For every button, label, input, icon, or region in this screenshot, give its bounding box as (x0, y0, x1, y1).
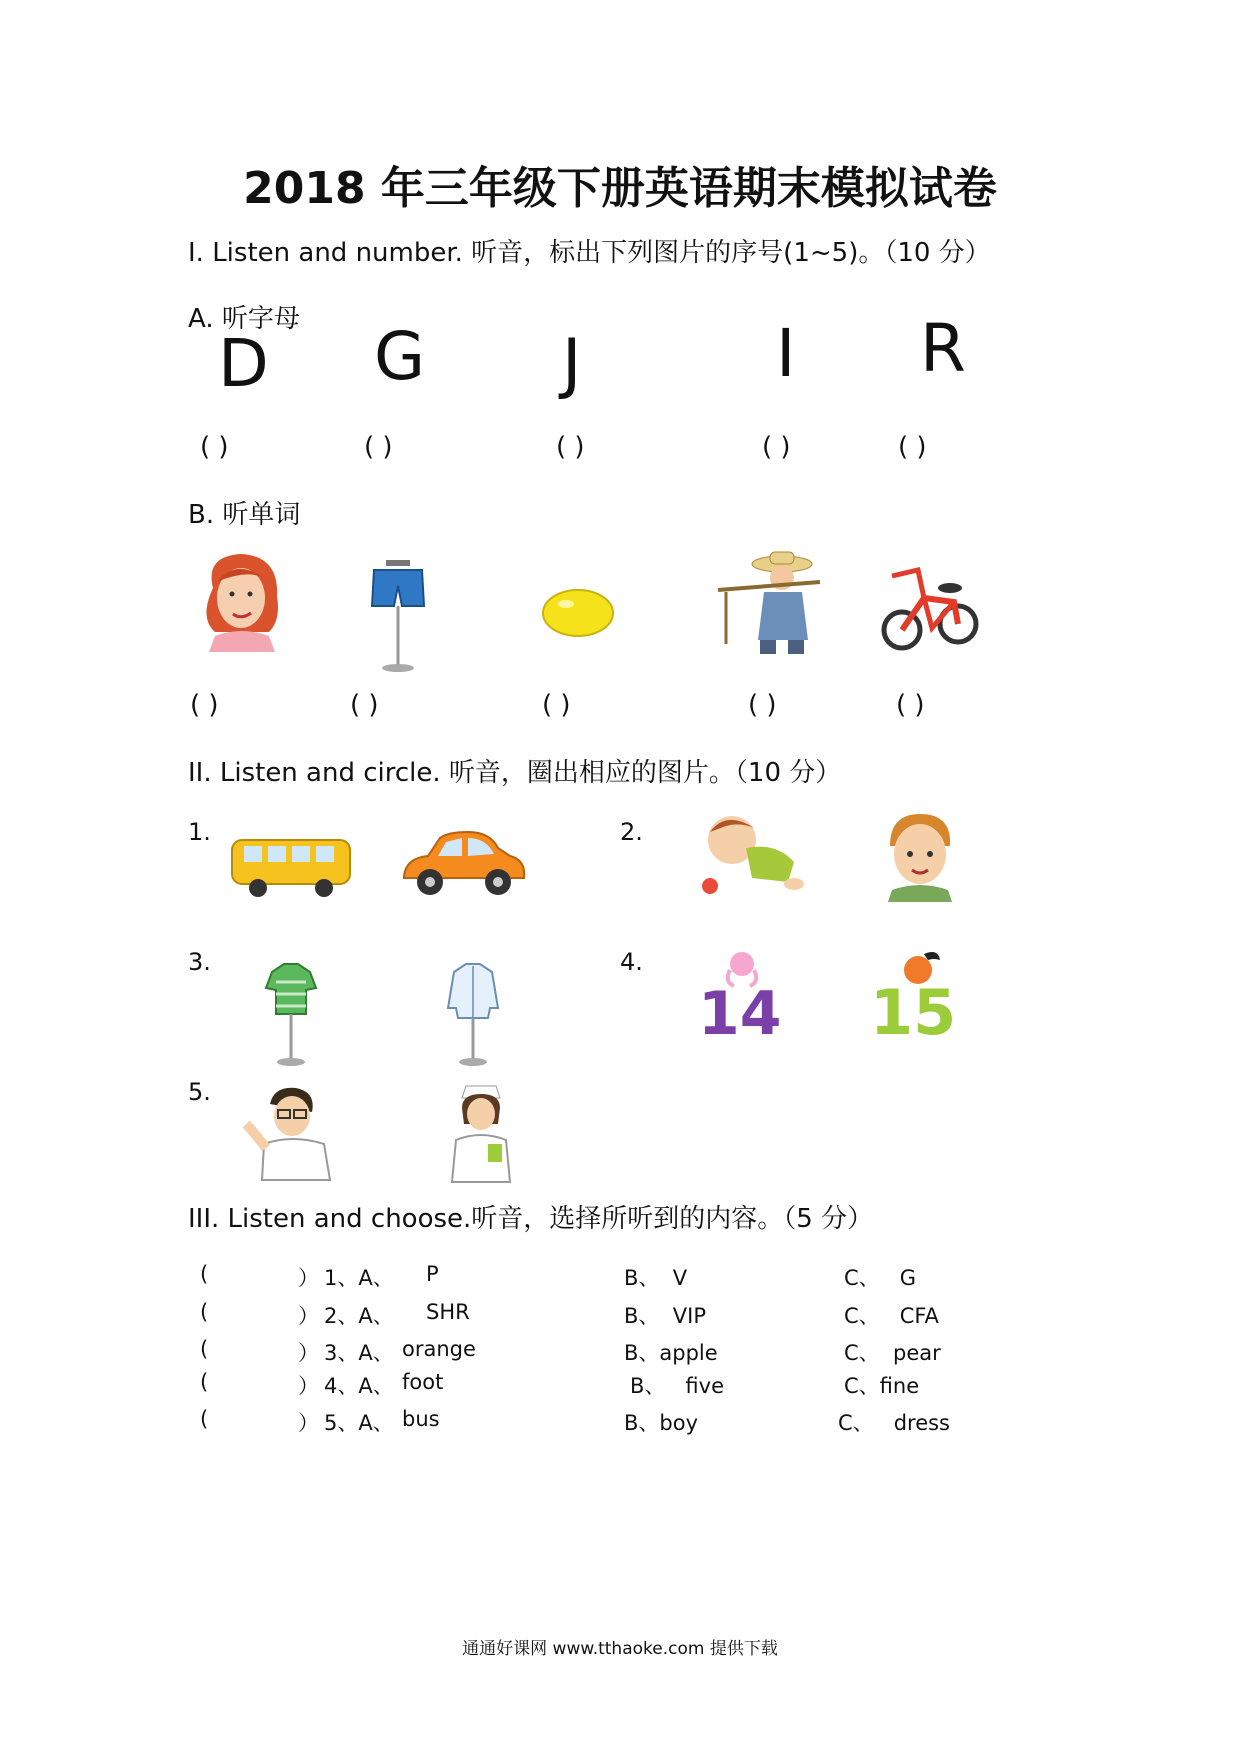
section2-heading: II. Listen and circle. 听音，圈出相应的图片。（10 分） (188, 758, 842, 788)
baby-picture (696, 812, 808, 902)
partB-blank-5: ( ) (896, 690, 925, 720)
choice-close-paren: ） (298, 1304, 319, 1328)
choice-option-c: C、fine (844, 1374, 920, 1398)
bike-picture (882, 558, 978, 656)
letter-i: I (776, 315, 796, 392)
item-number-5: 5. (188, 1078, 211, 1106)
choice-row-1 (0, 1262, 1240, 1294)
letter-j: J (562, 325, 582, 402)
partA-blank-5: ( ) (898, 432, 927, 462)
partB-label: B. 听单词 (188, 500, 301, 530)
nurse-picture (448, 1084, 514, 1182)
farmer-picture (712, 548, 824, 656)
t-shirt-picture (262, 958, 320, 1068)
choice-option-c: C、 CFA (844, 1304, 939, 1328)
choice-option-b: B、 V (624, 1266, 688, 1290)
item-number-3: 3. (188, 948, 211, 976)
partA-blank-2: ( ) (364, 432, 393, 462)
choice-option-a: SHR (426, 1300, 470, 1324)
partA-blank-3: ( ) (556, 432, 585, 462)
lemon-picture (540, 586, 616, 640)
choice-number: 3、A、 (324, 1341, 394, 1365)
section3-heading: III. Listen and choose.听音，选择所听到的内容。（5 分） (188, 1204, 874, 1234)
partB-blank-4: ( ) (748, 690, 777, 720)
choice-close-paren: ） (298, 1341, 319, 1365)
choice-row-2 (0, 1300, 1240, 1332)
choice-close-paren: ） (298, 1374, 319, 1398)
choice-close-paren: ） (298, 1411, 319, 1435)
choice-option-c: C、 pear (844, 1341, 941, 1365)
bus-picture (228, 834, 356, 898)
choice-open-paren: ( (200, 1300, 209, 1324)
choice-row-4 (0, 1370, 1240, 1402)
choice-close-paren: ） (298, 1266, 319, 1290)
fourteen-picture (694, 946, 794, 1049)
choice-option-b: B、apple (624, 1341, 718, 1365)
partA-blank-1: ( ) (200, 432, 229, 462)
choice-open-paren: ( (200, 1370, 209, 1394)
letter-r: R (920, 310, 966, 387)
choice-open-paren: ( (200, 1262, 209, 1286)
choice-option-c: C、 G (844, 1266, 916, 1290)
section1-heading: I. Listen and number. 听音，标出下列图片的序号(1~5)。（10 分） (188, 238, 991, 268)
choice-option-b: B、boy (624, 1411, 699, 1435)
choice-row-5 (0, 1407, 1240, 1439)
choice-option-a: bus (402, 1407, 440, 1431)
choice-number: 5、A、 (324, 1411, 394, 1435)
choice-option-c: C、 dress (838, 1411, 950, 1435)
item-number-4: 4. (620, 948, 643, 976)
choice-option-b: B、 five (630, 1374, 725, 1398)
partA-blank-4: ( ) (762, 432, 791, 462)
boy-picture (880, 810, 960, 902)
fifteen-picture (868, 946, 968, 1049)
choice-open-paren: ( (200, 1407, 209, 1431)
choice-row-3 (0, 1337, 1240, 1369)
woman-face-picture (195, 548, 287, 652)
partB-blank-1: ( ) (190, 690, 219, 720)
choice-number: 4、A、 (324, 1374, 394, 1398)
partA-label: A. 听字母 (188, 304, 300, 334)
car-picture (398, 828, 530, 904)
letter-d: D (218, 325, 269, 402)
page-title: 2018 年三年级下册英语期末模拟试卷 (243, 163, 997, 214)
fifteen-number: 15 (870, 976, 957, 1049)
partB-blank-2: ( ) (350, 690, 379, 720)
partB-blank-3: ( ) (542, 690, 571, 720)
item-number-1: 1. (188, 818, 211, 846)
shorts-picture (368, 558, 428, 676)
choice-option-a: foot (402, 1370, 444, 1394)
letter-g: G (374, 318, 426, 395)
choice-number: 2、A、 (324, 1304, 394, 1328)
page-footer: 通通好课网 www.tthaoke.com 提供下载 (462, 1639, 778, 1659)
choice-option-a: orange (402, 1337, 476, 1361)
choice-open-paren: ( (200, 1337, 209, 1361)
choice-option-b: B、 VIP (624, 1304, 706, 1328)
choice-number: 1、A、 (324, 1266, 394, 1290)
doctor-picture (240, 1084, 336, 1180)
item-number-2: 2. (620, 818, 643, 846)
shirt-picture (444, 958, 502, 1068)
fourteen-number: 14 (698, 979, 782, 1049)
choice-option-a: P (426, 1262, 439, 1286)
